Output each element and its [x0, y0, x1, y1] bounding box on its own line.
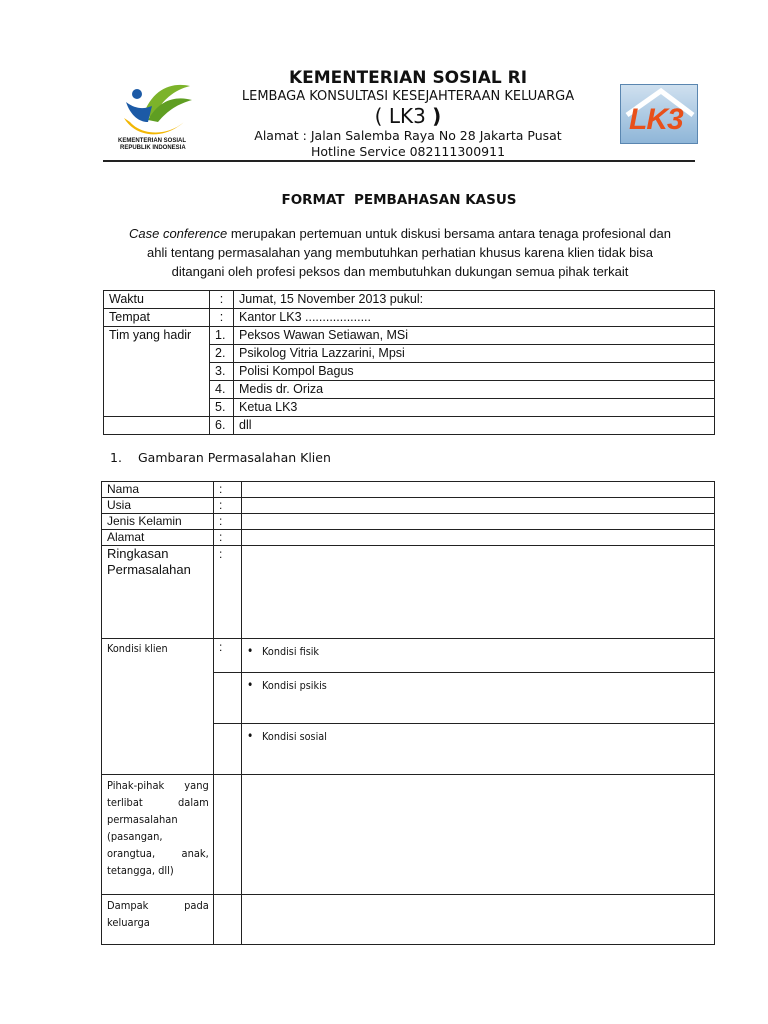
waktu-value[interactable]: Jumat, 15 November 2013 pukul:	[234, 291, 715, 309]
kondisi-psikis: • Kondisi psikis	[247, 677, 327, 694]
section-title: Gambaran Permasalahan Klien	[138, 450, 331, 465]
table-row	[102, 482, 715, 498]
lk3-logo-text: LK3	[629, 103, 683, 136]
logo-caption-2: REPUBLIK INDONESIA	[120, 145, 186, 151]
kondisi-fisik-cell[interactable]	[242, 639, 715, 673]
dampak-label	[102, 895, 214, 945]
empty-cell	[214, 895, 242, 945]
tempat-value[interactable]: Kantor LK3 ...................	[234, 309, 715, 327]
nama-value[interactable]	[242, 482, 715, 498]
alamat-value[interactable]	[242, 530, 715, 546]
attendee-no: 6.	[210, 417, 234, 435]
usia-value[interactable]	[242, 498, 715, 514]
table-row	[102, 639, 715, 673]
ministry-title: KEMENTERIAN SOSIAL RI	[288, 68, 528, 88]
ministry-emblem-icon	[112, 78, 204, 140]
table-row	[104, 291, 715, 309]
attendee-name[interactable]: Ketua LK3	[234, 399, 715, 417]
attendee-name[interactable]: Polisi Kompol Bagus	[234, 363, 715, 381]
tim-label: Tim yang hadir	[104, 327, 210, 417]
header-divider	[103, 160, 695, 162]
kondisi-klien-label	[102, 639, 214, 775]
empty-cell	[214, 724, 242, 775]
pihak-value[interactable]	[242, 775, 715, 895]
meeting-table	[103, 290, 715, 435]
intro-paragraph	[90, 224, 710, 281]
colon-cell: :	[214, 498, 242, 514]
attendee-no: 4.	[210, 381, 234, 399]
institution-name: LEMBAGA KONSULTASI KESEJAHTERAAN KELUARGA	[241, 89, 575, 104]
attendee-no: 1.	[210, 327, 234, 345]
colon-cell: :	[214, 639, 242, 673]
lk3-logo	[620, 84, 698, 144]
logo-caption-1: KEMENTERIAN SOSIAL	[118, 138, 187, 144]
ringkasan-line-1: Ringkasan	[107, 546, 169, 561]
waktu-label: Waktu	[104, 291, 210, 309]
pihak-text: Pihak-pihak yang terlibat dalam permasalahan (pasangan, orangtua, anak, tetangga, dll)	[107, 779, 209, 877]
ringkasan-line-2: Permasalahan	[107, 562, 191, 577]
attendee-name[interactable]: dll	[234, 417, 715, 435]
intro-line-1	[90, 224, 710, 243]
attendee-name[interactable]: Psikolog Vitria Lazzarini, Mpsi	[234, 345, 715, 363]
colon-cell: :	[214, 530, 242, 546]
attendee-no: 3.	[210, 363, 234, 381]
attendee-name[interactable]: Medis dr. Oriza	[234, 381, 715, 399]
colon-cell: :	[214, 514, 242, 530]
kondisi-psikis-cell[interactable]	[242, 673, 715, 724]
ringkasan-label	[102, 546, 214, 639]
usia-label: Usia	[102, 498, 214, 514]
kondisi-fisik: • Kondisi fisik	[247, 643, 319, 660]
section-heading	[110, 450, 331, 465]
acronym-line	[200, 104, 616, 128]
kondisi-sosial: • Kondisi sosial	[247, 728, 327, 745]
table-row	[102, 895, 715, 945]
attendee-name[interactable]: Peksos Wawan Setiawan, MSi	[234, 327, 715, 345]
section-number: 1.	[110, 450, 122, 465]
client-table	[101, 481, 715, 945]
colon-cell: :	[214, 482, 242, 498]
jenis-kelamin-label: Jenis Kelamin	[102, 514, 214, 530]
empty-cell	[214, 775, 242, 895]
dampak-text: Dampak pada keluarga	[107, 899, 209, 929]
intro-line-3: ditangani oleh profesi peksos dan membutuhkan dukungan semua pihak terkait	[171, 264, 629, 279]
table-row	[102, 498, 715, 514]
table-row	[102, 530, 715, 546]
colon-cell: :	[210, 291, 234, 309]
kondisi-sosial-cell[interactable]	[242, 724, 715, 775]
intro-italic: Case conference	[128, 226, 228, 241]
table-row	[102, 775, 715, 895]
hotline: Hotline Service 082111300911	[310, 144, 506, 159]
table-row	[104, 309, 715, 327]
table-row	[104, 327, 715, 345]
acronym-open: ( LK3	[374, 104, 433, 128]
table-row	[102, 546, 715, 639]
attendee-no: 2.	[210, 345, 234, 363]
pihak-label	[102, 775, 214, 895]
colon-cell: :	[210, 309, 234, 327]
dampak-value[interactable]	[242, 895, 715, 945]
acronym-close: )	[432, 104, 442, 128]
empty-cell	[214, 673, 242, 724]
ringkasan-value[interactable]	[242, 546, 715, 639]
tempat-label: Tempat	[104, 309, 210, 327]
nama-label: Nama	[102, 482, 214, 498]
kondisi-klien-text: Kondisi klien	[107, 642, 168, 655]
ministry-logo	[112, 78, 204, 156]
colon-cell: :	[214, 546, 242, 639]
empty-cell	[104, 417, 210, 435]
intro-line-2: ahli tentang permasalahan yang membutuhkan perhatian khusus karena klien tidak bisa	[147, 245, 653, 260]
alamat-label: Alamat	[102, 530, 214, 546]
address: Alamat : Jalan Salemba Raya No 28 Jakarta Pusat	[254, 128, 562, 143]
page-title: FORMAT PEMBAHASAN KASUS	[281, 192, 517, 208]
attendee-no: 5.	[210, 399, 234, 417]
intro-line-1-text: merupakan pertemuan untuk diskusi bersama antara tenaga profesional dan	[227, 226, 671, 241]
jenis-kelamin-value[interactable]	[242, 514, 715, 530]
table-row	[104, 417, 715, 435]
table-row	[102, 514, 715, 530]
